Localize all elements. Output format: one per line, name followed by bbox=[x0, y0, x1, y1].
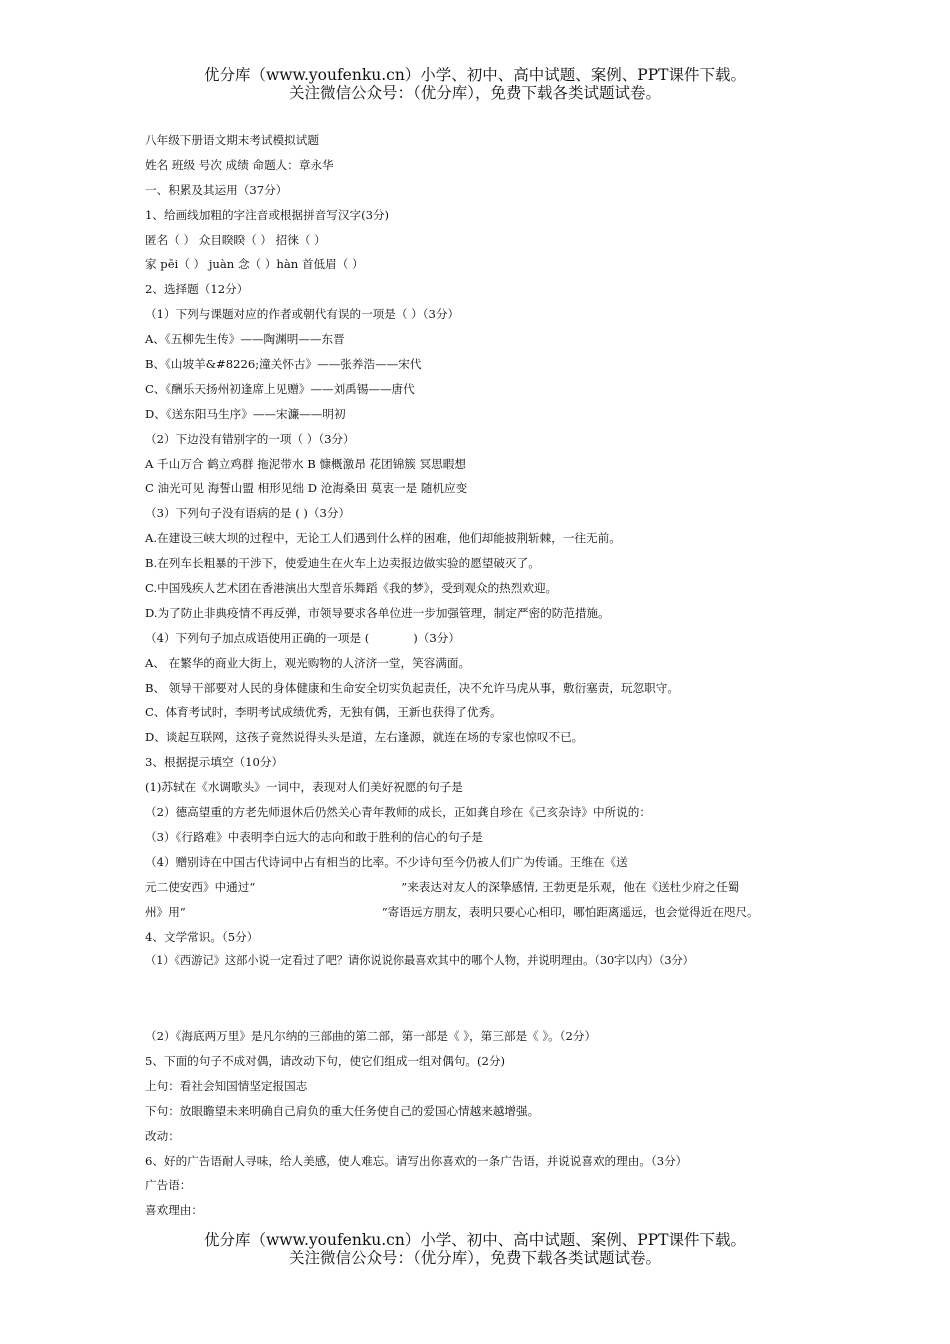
option-d: D、谈起互联网，这孩子竟然说得头头是道，左右逢源，就连在场的专家也惊叹不已。 bbox=[145, 730, 584, 745]
question-3-line-4: （4）赠别诗在中国古代诗词中占有相当的比率。不少诗句至今仍被人们广为传诵。王维在《送 bbox=[145, 854, 628, 869]
upper-line: 上句：看社会知国情坚定报国志 bbox=[145, 1078, 308, 1093]
question-3-line-1: (1)苏轼在《水调歌头》一词中，表现对人们美好祝愿的句子是 bbox=[145, 780, 463, 795]
option-a: A、《五柳先生传》——陶渊明——东晋 bbox=[145, 332, 345, 347]
option-b: B、 领导干部要对人民的身体健康和生命安全切实负起责任，决不允许马虎从事，敷衍塞责，玩忽职守。 bbox=[145, 680, 679, 695]
option-a: A.在建设三峡大坝的过程中，无论工人们遇到什么样的困难，他们却能披荆斩棘，一往无前。 bbox=[145, 531, 621, 546]
question-2-1-prompt: （1）下列与课题对应的作者或朝代有误的一项是（ ）（3分） bbox=[145, 307, 460, 322]
text-part-2: ”来表达对友人的深挚感情, 王勃更是乐观，他在《送杜少府之任蜀 bbox=[401, 879, 740, 894]
option-b: B、《山坡羊&#8226;潼关怀古》——张养浩——宋代 bbox=[145, 357, 422, 372]
exam-body bbox=[145, 128, 825, 1223]
prompt-part-2: )（3分） bbox=[413, 630, 460, 645]
option-c: C.中国残疾人艺术团在香港演出大型音乐舞蹈《我的梦》，受到观众的热烈欢迎。 bbox=[145, 581, 558, 596]
question-1-prompt: 1、给画线加粗的字注音或根据拼音写汉字(3分) bbox=[145, 207, 390, 222]
page-header bbox=[0, 66, 950, 102]
student-info-line: 姓名 班级 号次 成绩 命题人：章永华 bbox=[145, 157, 334, 172]
option-c-d: C 油光可见 海誓山盟 相形见绌 D 沧海桑田 莫衷一是 随机应变 bbox=[145, 481, 468, 496]
question-1-row-1: 匿名（ ） 众目睽睽（ ） 招徕（ ） bbox=[145, 232, 326, 247]
question-3-line-2: （2）德高望重的方老先师退休后仍然关心青年教师的成长，正如龚自珍在《己亥杂诗》中所说的： bbox=[145, 805, 651, 820]
question-2-3-prompt: （3）下列句子没有语病的是 ( )（3分） bbox=[145, 506, 351, 521]
question-3-line-5 bbox=[145, 875, 825, 900]
header-line-2: 关注微信公众号：（优分库），免费下载各类试题试卷。 bbox=[288, 84, 661, 102]
prompt-part-1: （4）下列句子加点成语使用正确的一项是 ( bbox=[145, 630, 370, 645]
option-d: D.为了防止非典疫情不再反弹，市领导要求各单位进一步加强管理，制定严密的防范措施。 bbox=[145, 605, 610, 620]
answer-space bbox=[145, 974, 825, 1024]
text-part-1: 州》用“ bbox=[145, 904, 186, 919]
section-heading: 一、积累及其运用（37分） bbox=[145, 182, 288, 197]
question-2-2-prompt: （2）下边没有错别字的一项（ ）（3分） bbox=[145, 431, 355, 446]
question-4-1: （1）《西游记》这部小说一定看过了吧？请你说说你最喜欢其中的哪个人物，并说明理由。（30字以内）（3分） bbox=[145, 954, 694, 968]
text-part-1: 元二使安西》中通过“ bbox=[145, 879, 256, 894]
question-6-prompt: 6、好的广告语耐人寻味，给人美感，使人难忘。请写出你喜欢的一条广告语，并说说喜欢的理由。（3分） bbox=[145, 1153, 688, 1168]
option-d: D、《送东阳马生序》——宋濂——明初 bbox=[145, 406, 346, 421]
question-2-4-prompt bbox=[145, 626, 825, 651]
question-2-prompt: 2、选择题（12分） bbox=[145, 282, 249, 297]
question-3-line-3: （3）《行路难》中表明李白远大的志向和敢于胜利的信心的句子是 bbox=[145, 829, 483, 844]
header-line-1: 优分库（www.youfenku.cn）小学、初中、高中试题、案例、PPT课件下载。 bbox=[203, 66, 747, 84]
footer-line-1: 优分库（www.youfenku.cn）小学、初中、高中试题、案例、PPT课件下载。 bbox=[203, 1231, 747, 1249]
option-b: B.在列车长粗暴的干涉下，使爱迪生在火车上边卖报边做实验的愿望破灭了。 bbox=[145, 556, 540, 571]
question-5-prompt: 5、下面的句子不成对偶，请改动下句，使它们组成一组对偶句。(2分) bbox=[145, 1053, 506, 1068]
option-c: C、体育考试时，李明考试成绩优秀，无独有偶，王新也获得了优秀。 bbox=[145, 705, 502, 720]
lower-line: 下句：放眼瞻望未来明确自己肩负的重大任务使自己的爱国心情越来越增强。 bbox=[145, 1103, 540, 1118]
question-4-prompt: 4、文学常识。（5分） bbox=[145, 929, 259, 944]
exam-title: 八年级下册语文期末考试模拟试题 bbox=[145, 133, 319, 147]
option-c: C、《酬乐天扬州初逢席上见赠》——刘禹锡——唐代 bbox=[145, 381, 415, 396]
revise-label: 改动： bbox=[145, 1128, 180, 1143]
text-part-2: ”寄语远方朋友，表明只要心心相印，哪怕距离遥远，也会觉得近在咫尺。 bbox=[381, 904, 759, 919]
ad-label: 广告语： bbox=[145, 1178, 192, 1193]
page-footer bbox=[0, 1231, 950, 1267]
question-3-line-6 bbox=[145, 900, 825, 925]
question-1-row-2: 家 pēi（ ） juàn 念（ ）hàn 首低眉（ ） bbox=[145, 257, 364, 272]
footer-line-2: 关注微信公众号：（优分库），免费下载各类试题试卷。 bbox=[288, 1249, 661, 1267]
option-a-b: A 千山万合 鹤立鸡群 拖泥带水 B 慷概激昂 花团锦簇 冥思暇想 bbox=[145, 456, 466, 471]
reason-label: 喜欢理由： bbox=[145, 1203, 203, 1218]
option-a: A、 在繁华的商业大街上，观光购物的人济济一堂，笑容满面。 bbox=[145, 655, 471, 670]
question-4-2: （2）《海底两万里》是凡尔纳的三部曲的第二部，第一部是《 》，第三部是《 》。（2分） bbox=[145, 1029, 597, 1044]
question-3-prompt: 3、根据提示填空（10分） bbox=[145, 755, 284, 770]
